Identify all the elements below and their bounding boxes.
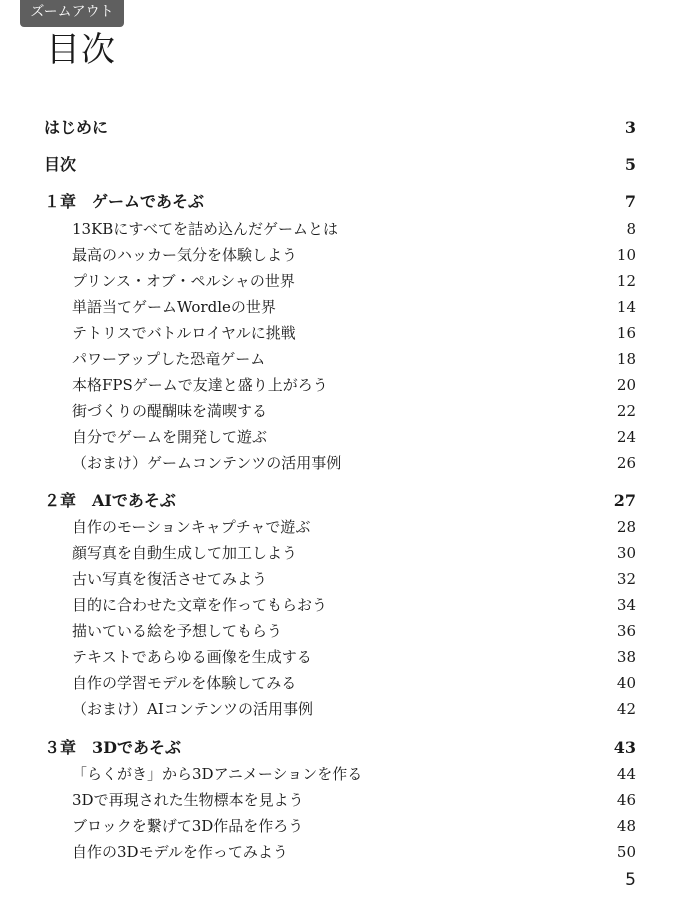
toc-chapter-row[interactable]: [0, 489, 680, 513]
toc-entry-label[interactable]: 自分でゲームを開発して遊ぶ: [72, 428, 268, 446]
toc-section-row[interactable]: [0, 425, 680, 449]
toc-entry-label[interactable]: ２章 AIであそぶ: [44, 491, 176, 510]
toc-entry-page: 26: [616, 454, 636, 472]
toc-entry-label[interactable]: 単語当てゲームWordleの世界: [72, 298, 276, 316]
toc-entry-label[interactable]: ３章 3Dであそぶ: [44, 738, 182, 757]
toc-entry-page: 30: [616, 544, 636, 562]
toc-entry-page: 43: [613, 738, 636, 757]
toc-entry-label[interactable]: 「らくがき」から3Dアニメーションを作る: [72, 765, 363, 783]
toc-entry-label[interactable]: 本格FPSゲームで友達と盛り上がろう: [72, 376, 328, 394]
toc-entry-label[interactable]: 自作の学習モデルを体験してみる: [72, 674, 297, 692]
toc-entry-label[interactable]: 描いている絵を予想してもらう: [72, 622, 283, 640]
toc-section-row[interactable]: [0, 347, 680, 371]
toc-entry-label[interactable]: 顔写真を自動生成して加工しよう: [72, 544, 298, 562]
toc-entry-page: 8: [626, 220, 636, 238]
toc-entry-page: 10: [616, 246, 636, 264]
page-title: 目次: [46, 30, 116, 70]
toc-section-row[interactable]: [0, 567, 680, 591]
toc-section-row[interactable]: [0, 373, 680, 397]
toc-entry-page: 3: [624, 118, 636, 137]
toc-entry-page: 24: [616, 428, 636, 446]
toc-entry-page: 12: [616, 272, 636, 290]
toc-chapter-row[interactable]: [0, 736, 680, 760]
toc-entry-label[interactable]: ブロックを繋げて3D作品を作ろう: [72, 817, 304, 835]
toc-entry-label[interactable]: はじめに: [44, 118, 109, 137]
toc-entry-label[interactable]: 最高のハッカー気分を体験しよう: [72, 246, 298, 264]
toc-entry-label[interactable]: 13KBにすべてを詰め込んだゲームとは: [72, 220, 339, 238]
toc-entry-page: 27: [613, 491, 636, 510]
toc-entry-page: 48: [616, 817, 636, 835]
toc-section-row[interactable]: [0, 295, 680, 319]
toc-entry-page: 16: [616, 324, 636, 342]
toc-entry-page: 42: [616, 700, 636, 718]
zoom-out-button[interactable]: ズームアウト: [20, 0, 124, 27]
toc-entry-label[interactable]: 古い写真を復活させてみよう: [72, 570, 268, 588]
toc-entry-page: 34: [616, 596, 636, 614]
toc-chapter-row[interactable]: [0, 153, 680, 177]
toc-section-row[interactable]: [0, 515, 680, 539]
toc-entry-label[interactable]: 自作の3Dモデルを作ってみよう: [72, 843, 288, 861]
toc-entry-label[interactable]: （おまけ）AIコンテンツの活用事例: [72, 700, 314, 718]
toc-entry-page: 22: [616, 402, 636, 420]
toc-entry-label[interactable]: 街づくりの醍醐味を満喫する: [72, 402, 268, 420]
toc-entry-page: 28: [616, 518, 636, 536]
page-number: 5: [625, 870, 636, 890]
toc-entry-label[interactable]: 3Dで再現された生物標本を見よう: [72, 791, 304, 809]
toc-entry-page: 32: [616, 570, 636, 588]
toc-entry-label[interactable]: （おまけ）ゲームコンテンツの活用事例: [72, 454, 342, 472]
toc-section-row[interactable]: [0, 269, 680, 293]
toc-entry-page: 38: [616, 648, 636, 666]
toc-entry-label[interactable]: テキストであらゆる画像を生成する: [72, 648, 312, 666]
toc-entry-page: 14: [616, 298, 636, 316]
toc-section-row[interactable]: [0, 697, 680, 721]
toc-entry-page: 7: [624, 192, 636, 211]
toc-entry-page: 20: [616, 376, 636, 394]
toc-entry-label[interactable]: プリンス・オブ・ペルシャの世界: [72, 272, 295, 290]
toc-entry-page: 5: [624, 155, 636, 174]
toc-section-row[interactable]: [0, 217, 680, 241]
toc-section-row[interactable]: [0, 840, 680, 864]
toc-section-row[interactable]: [0, 451, 680, 475]
toc-section-row[interactable]: [0, 399, 680, 423]
toc-entry-page: 40: [616, 674, 636, 692]
toc-section-row[interactable]: [0, 321, 680, 345]
toc-entry-label[interactable]: １章 ゲームであそぶ: [44, 192, 205, 211]
toc-section-row[interactable]: [0, 762, 680, 786]
toc-section-row[interactable]: [0, 541, 680, 565]
toc-entry-label[interactable]: 目的に合わせた文章を作ってもらおう: [72, 596, 328, 614]
toc-section-row[interactable]: [0, 593, 680, 617]
toc-entry-page: 18: [616, 350, 636, 368]
toc-section-row[interactable]: [0, 788, 680, 812]
toc-chapter-row[interactable]: [0, 116, 680, 140]
toc-entry-page: 36: [616, 622, 636, 640]
toc-chapter-row[interactable]: [0, 190, 680, 214]
toc-section-row[interactable]: [0, 645, 680, 669]
toc-entry-label[interactable]: テトリスでバトルロイヤルに挑戦: [72, 324, 296, 342]
toc-section-row[interactable]: [0, 243, 680, 267]
toc-entry-label[interactable]: 自作のモーションキャプチャで遊ぶ: [72, 518, 311, 536]
toc-entry-page: 46: [616, 791, 636, 809]
toc-entry-page: 44: [616, 765, 636, 783]
toc-section-row[interactable]: [0, 619, 680, 643]
toc-section-row[interactable]: [0, 814, 680, 838]
toc-entry-label[interactable]: パワーアップした恐竜ゲーム: [72, 350, 266, 368]
toc-entry-label[interactable]: 目次: [44, 155, 77, 174]
toc-section-row[interactable]: [0, 671, 680, 695]
toc-entry-page: 50: [616, 843, 636, 861]
